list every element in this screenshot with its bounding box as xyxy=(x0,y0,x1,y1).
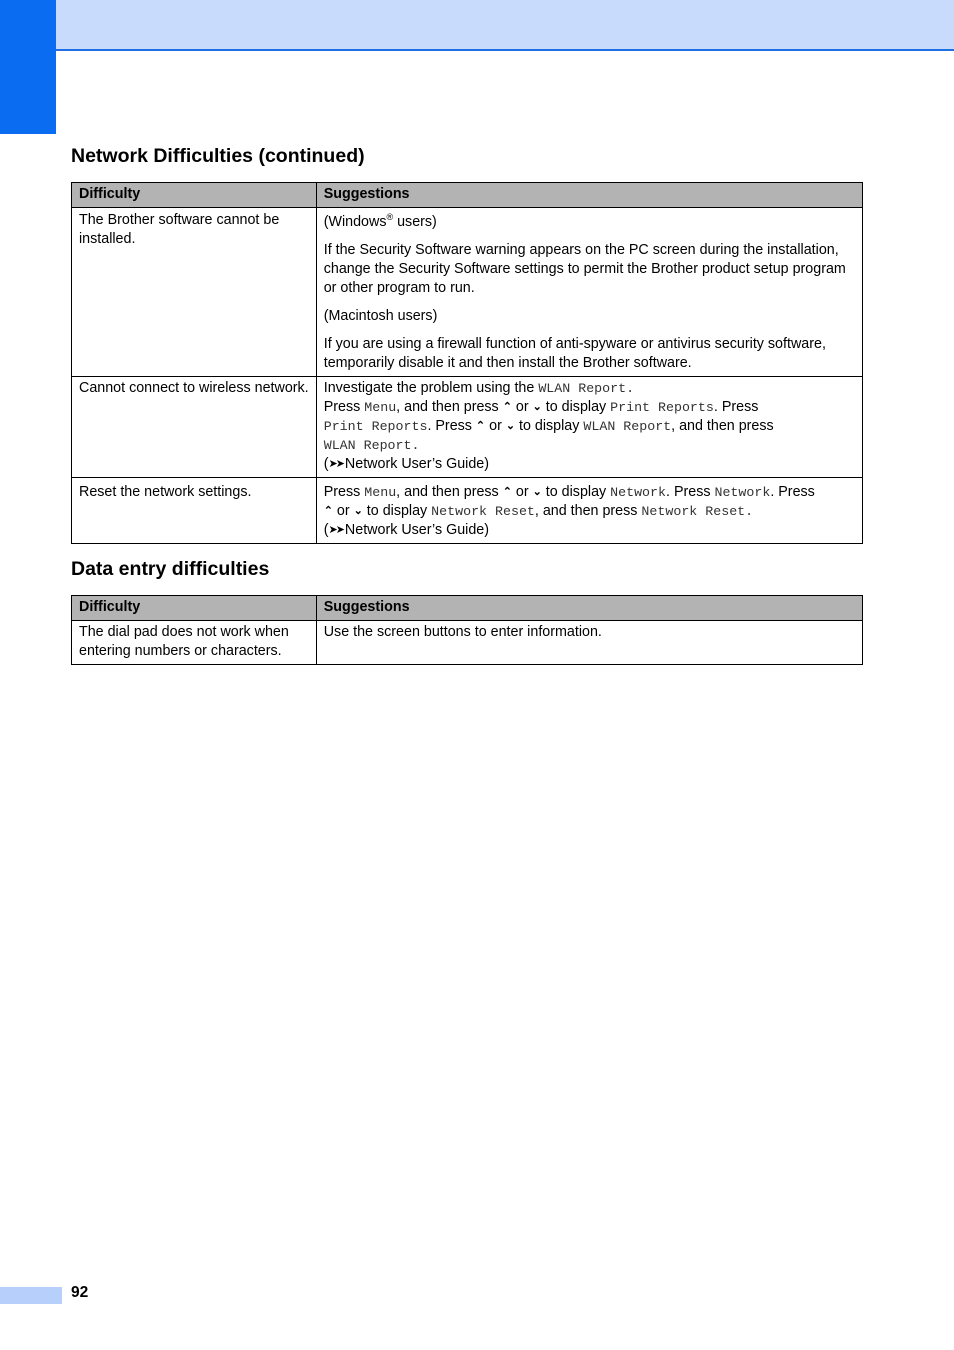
header-band xyxy=(0,0,954,51)
chevron-down-icon: ⌄ xyxy=(353,505,363,517)
lcd-text: Menu xyxy=(364,400,397,415)
lcd-text: Network Reset xyxy=(641,504,746,519)
section-title-network: Network Difficulties (continued) xyxy=(71,145,365,167)
difficulty-cell: Reset the network settings. xyxy=(72,478,317,544)
suggestion-windows: (Windows® users) xyxy=(323,212,437,230)
suggestion-cell: Use the screen buttons to enter information. xyxy=(316,621,862,665)
suggestion-cell: Press Menu, and then press ⌃ or ⌄ to display Network. Press Network. Press ⌃ or ⌄ to display Network Reset, and then press Network Reset. (➤➤ Network User’s Guide) xyxy=(316,478,862,544)
chevron-down-icon: ⌄ xyxy=(505,420,516,432)
double-arrow-icon: ➤➤ xyxy=(328,458,343,470)
page-number: 92 xyxy=(71,1284,89,1301)
chapter-tab xyxy=(0,0,56,134)
chevron-up-icon: ⌃ xyxy=(475,420,486,432)
lcd-text: WLAN Report xyxy=(323,438,412,453)
table-row xyxy=(72,621,863,665)
difficulty-cell: The Brother software cannot be installed. xyxy=(72,208,317,377)
data-entry-difficulties-table xyxy=(71,595,863,665)
chevron-up-icon: ⌃ xyxy=(502,401,512,413)
chevron-up-icon: ⌃ xyxy=(323,505,333,517)
lcd-text: Menu xyxy=(364,485,397,500)
table-row xyxy=(72,377,863,478)
suggestion-cell: Investigate the problem using the WLAN Report. Press Menu, and then press ⌃ or ⌄ to display Print Reports. Press Print Reports. Press ⌃ or ⌄ to display WLAN Report, and then press WLAN Report. (➤➤ Network User’s Guide) xyxy=(316,377,862,478)
lcd-text: Print Reports xyxy=(610,400,714,415)
suggestion-security: If the Security Software warning appears on the PC screen during the installation, change the Security Software settings to permit the Brother product setup program or other program to run. xyxy=(323,242,846,296)
lcd-text: Network xyxy=(610,485,666,500)
column-header-suggestions: Suggestions xyxy=(316,596,862,621)
lcd-text: WLAN Report xyxy=(538,381,627,396)
double-arrow-icon: ➤➤ xyxy=(328,524,343,536)
table-row xyxy=(72,478,863,544)
suggestion-cell xyxy=(316,208,862,377)
suggestion-macintosh: (Macintosh users) xyxy=(323,308,438,324)
lcd-text: WLAN Report xyxy=(583,419,672,434)
difficulty-cell: The dial pad does not work when entering numbers or characters. xyxy=(72,621,317,665)
chevron-down-icon: ⌄ xyxy=(532,486,542,498)
difficulty-cell: Cannot connect to wireless network. xyxy=(72,377,317,478)
column-header-suggestions: Suggestions xyxy=(316,183,862,208)
column-header-difficulty: Difficulty xyxy=(72,183,317,208)
chevron-down-icon: ⌄ xyxy=(532,401,542,413)
table-header-row xyxy=(72,183,863,208)
table-header-row xyxy=(72,596,863,621)
section-title-data-entry: Data entry difficulties xyxy=(71,558,270,580)
column-header-difficulty: Difficulty xyxy=(72,596,317,621)
suggestion-firewall: If you are using a firewall function of anti-spyware or antivirus security software, temporarily disable it and then install the Brother software. xyxy=(323,336,826,371)
table-row xyxy=(72,208,863,377)
lcd-text: Network xyxy=(714,485,771,500)
network-difficulties-table xyxy=(71,182,863,544)
page-number-bar xyxy=(0,1287,62,1304)
lcd-text: Print Reports xyxy=(323,419,428,434)
chevron-up-icon: ⌃ xyxy=(502,486,512,498)
lcd-text: Network Reset xyxy=(431,504,535,519)
